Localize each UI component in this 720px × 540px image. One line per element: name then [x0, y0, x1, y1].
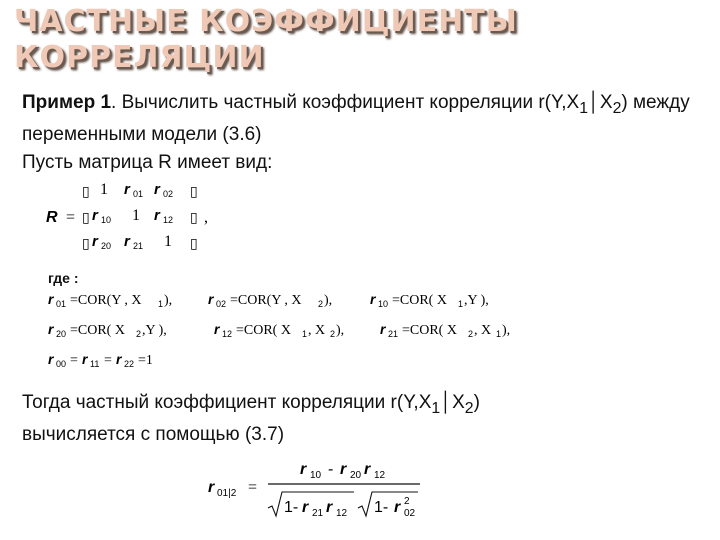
- svg-text:, X: , X: [474, 323, 492, 338]
- svg-text:21: 21: [312, 508, 324, 519]
- svg-text:10: 10: [378, 299, 389, 309]
- example-text-c: ) между переменными модели (3.6): [22, 92, 690, 145]
- slide-title: ЧАСТНЫЕ КОЭФФИЦИЕНТЫ КОРРЕЛЯЦИИ: [14, 4, 518, 75]
- svg-text:r: r: [380, 321, 386, 337]
- conclusion-sub-a: 1: [431, 399, 441, 417]
- svg-text:r: r: [208, 291, 214, 307]
- svg-text:▯: ▯: [190, 210, 198, 226]
- svg-text:),: ),: [502, 323, 511, 338]
- svg-text:1: 1: [302, 329, 308, 339]
- svg-text:r: r: [208, 479, 215, 496]
- svg-text:10: 10: [310, 470, 322, 481]
- svg-text:20: 20: [56, 329, 67, 339]
- where-label: где :: [48, 270, 79, 286]
- matrix-intro: Пусть матрица R имеет вид:: [22, 152, 273, 173]
- svg-text:02: 02: [163, 189, 174, 199]
- svg-text:=COR(Y , X: =COR(Y , X: [230, 293, 302, 308]
- svg-text:r: r: [48, 321, 54, 337]
- svg-text:02: 02: [216, 299, 227, 309]
- svg-text:10: 10: [101, 215, 112, 225]
- svg-text:20: 20: [101, 241, 112, 251]
- svg-text:, X: , X: [308, 323, 326, 338]
- svg-text:),: ),: [164, 293, 173, 308]
- svg-text:1: 1: [164, 233, 172, 250]
- example-sub-a: 1: [579, 99, 588, 117]
- svg-text:=: =: [248, 479, 258, 496]
- svg-text:▯: ▯: [190, 236, 198, 252]
- conclusion-paragraph: [22, 390, 702, 448]
- svg-text:r: r: [154, 207, 160, 224]
- svg-text:1: 1: [132, 207, 140, 224]
- svg-text:r: r: [340, 461, 347, 478]
- svg-text:r: r: [92, 207, 98, 224]
- example-label: Пример 1: [22, 92, 112, 113]
- svg-text:r: r: [300, 461, 307, 478]
- partial-correlation-formula: [40, 452, 600, 524]
- svg-text:r: r: [302, 499, 309, 516]
- svg-text:01|2: 01|2: [217, 488, 237, 499]
- svg-text:01: 01: [56, 299, 67, 309]
- example-text-a: . Вычислить частный коэффициент корреляции r(Y,X: [111, 92, 580, 113]
- svg-text:r: r: [214, 321, 220, 337]
- matrix-cell-0-0: 1: [100, 181, 108, 198]
- svg-text:2: 2: [318, 299, 324, 309]
- svg-text:r: r: [48, 291, 54, 307]
- svg-text:1: 1: [158, 299, 164, 309]
- example-sub-b: 2: [612, 99, 622, 117]
- svg-text:12: 12: [163, 215, 174, 225]
- svg-text:=: =: [104, 353, 112, 368]
- svg-text:r: r: [48, 351, 54, 367]
- svg-text:,Y ),: ,Y ),: [464, 293, 489, 308]
- conclusion-line2: вычисляется с помощью (3.7): [22, 423, 285, 445]
- svg-text:1: 1: [458, 299, 464, 309]
- svg-text:2: 2: [468, 329, 474, 339]
- svg-text:1-: 1-: [374, 499, 389, 516]
- svg-text:2: 2: [136, 329, 142, 339]
- svg-text:=COR( X: =COR( X: [402, 323, 457, 338]
- svg-text:,: ,: [204, 209, 208, 226]
- svg-text:r: r: [124, 233, 130, 250]
- svg-text:,Y ),: ,Y ),: [142, 323, 167, 338]
- svg-text:r: r: [394, 499, 401, 516]
- conclusion-text-a: Тогда частный коэффициент корреляции r(Y,X: [22, 392, 432, 413]
- svg-text:2: 2: [330, 329, 336, 339]
- svg-text:2: 2: [404, 496, 410, 507]
- svg-text:),: ),: [336, 323, 345, 338]
- svg-text:21: 21: [133, 241, 144, 251]
- svg-text:▯: ▯: [82, 184, 90, 200]
- conclusion-text-b: │X: [440, 392, 465, 413]
- svg-text:22: 22: [124, 359, 135, 369]
- svg-text:11: 11: [90, 359, 100, 369]
- svg-text:1-: 1-: [284, 499, 299, 516]
- svg-text:▯: ▯: [82, 210, 90, 226]
- matrix-name: R: [46, 209, 58, 226]
- svg-text:r: r: [370, 291, 376, 307]
- svg-text:00: 00: [56, 359, 67, 369]
- svg-text:r: r: [82, 351, 88, 367]
- svg-text:▯: ▯: [82, 236, 90, 252]
- svg-text:1: 1: [496, 329, 502, 339]
- svg-text:=: =: [66, 209, 76, 226]
- svg-text:12: 12: [336, 508, 348, 519]
- svg-text:r: r: [116, 351, 122, 367]
- svg-text:r: r: [154, 181, 160, 198]
- svg-text:12: 12: [222, 329, 233, 339]
- definitions-formulas: [40, 280, 600, 370]
- example-text-b: │X: [588, 92, 613, 113]
- svg-text:=COR( X: =COR( X: [236, 323, 291, 338]
- svg-text:02: 02: [404, 508, 416, 519]
- conclusion-text-c: ): [473, 392, 480, 413]
- svg-text:r: r: [124, 181, 130, 198]
- svg-text:r: r: [92, 233, 98, 250]
- svg-text:▯: ▯: [190, 184, 198, 200]
- svg-text:20: 20: [350, 470, 362, 481]
- svg-text:r: r: [364, 461, 371, 478]
- svg-text:=: =: [70, 353, 78, 368]
- svg-text:=1: =1: [138, 353, 153, 368]
- svg-text:21: 21: [388, 329, 399, 339]
- matrix-formula: [40, 176, 600, 256]
- svg-text:=COR( X: =COR( X: [70, 323, 125, 338]
- svg-text:12: 12: [374, 470, 386, 481]
- svg-text:r: r: [326, 499, 333, 516]
- conclusion-sub-b: 2: [464, 399, 474, 417]
- svg-text:),: ),: [324, 293, 333, 308]
- svg-text:01: 01: [133, 189, 144, 199]
- example-paragraph: [22, 90, 702, 148]
- svg-text:=COR(Y , X: =COR(Y , X: [70, 293, 142, 308]
- svg-text:-: -: [328, 461, 334, 478]
- definitions-block: [40, 270, 600, 370]
- svg-text:=COR( X: =COR( X: [392, 293, 447, 308]
